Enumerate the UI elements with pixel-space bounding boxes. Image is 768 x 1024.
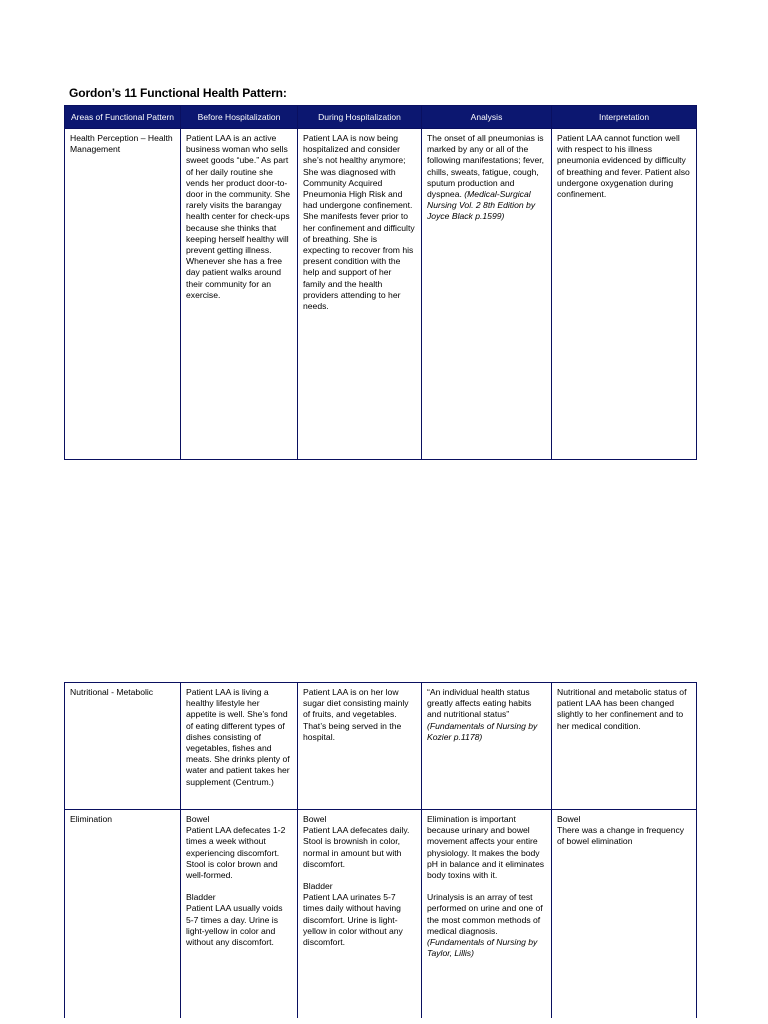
page-title: Gordon’s 11 Functional Health Pattern:: [69, 86, 287, 100]
cell-before: [181, 810, 298, 1019]
cell-analysis: [422, 129, 552, 460]
bladder-text: Patient LAA usually voids 5-7 times a day. Urine is light-yellow in color and without any discomfort.: [186, 903, 283, 948]
health-pattern-table-1: [64, 105, 697, 460]
analysis-text: The onset of all pneumonias is marked by any or all of the following manifestations; fever, chills, sweats, fatigue, cough, sputum production and dyspnea.: [427, 133, 545, 200]
bowel-text: Patient LAA defecates daily. Stool is brownish in color, normal in amount but with discomfort.: [303, 825, 410, 869]
interpretation-text: There was a change in frequency of bowel elimination: [557, 825, 685, 847]
analysis-text: Elimination is important because urinary and bowel movement affects your entire physiology. It makes the body pH in balance and it eliminates body toxins with it.: [427, 814, 545, 881]
cell-interpretation: [552, 810, 697, 1019]
cell-interpretation: Nutritional and metabolic status of patient LAA has been changed slightly to her confinement and to her medical condition.: [552, 683, 697, 810]
bowel-label: Bowel: [557, 814, 581, 824]
analysis-reference: (Medical-Surgical Nursing Vol. 2 8th Edition by Joyce Black p.1599): [427, 189, 536, 222]
header-before: Before Hospitalization: [181, 106, 298, 129]
analysis-text: Urinalysis is an array of test performed on urine and one of the most common methods of medical diagnosis.: [427, 892, 543, 936]
table-row-health-perception: [65, 129, 697, 460]
cell-area: Elimination: [65, 810, 181, 1019]
cell-during: [298, 810, 422, 1019]
cell-during: Patient LAA is on her low sugar diet consisting mainly of fruits, and vegetables. That’s being served in the hospital.: [298, 683, 422, 810]
health-pattern-table-2: [64, 682, 697, 1018]
header-analysis: Analysis: [422, 106, 552, 129]
table-row-nutritional: [65, 683, 697, 810]
bladder-label: Bladder: [303, 881, 333, 892]
bowel-text: Patient LAA defecates 1-2 times a week without experiencing discomfort. Stool is color brown and well-formed.: [186, 825, 286, 881]
bladder-text: Patient LAA urinates 5-7 times daily without having discomfort. Urine is light-yellow in color without any discomfort.: [303, 892, 403, 948]
cell-before: Patient LAA is living a healthy lifestyle her appetite is well. She’s fond of eating different types of dishes consisting of vegetables, fishes and meats. She drinks plenty of water and patient takes her supplement (Centrum.): [181, 683, 298, 810]
header-row: [65, 106, 697, 129]
cell-area: Health Perception – Health Management: [65, 129, 181, 460]
header-areas: Areas of Functional Pattern: [65, 106, 181, 129]
bowel-label: Bowel: [186, 814, 210, 824]
table-row-elimination: [65, 810, 697, 1019]
cell-interpretation: Patient LAA cannot function well with respect to his illness pneumonia evidenced by difficulty of breathing and fever. Patient also undergone oxygenation during confinement.: [552, 129, 697, 460]
cell-analysis: [422, 810, 552, 1019]
header-during: During Hospitalization: [298, 106, 422, 129]
analysis-reference: (Fundamentals of Nursing by Kozier p.1178): [427, 720, 538, 742]
cell-analysis: [422, 683, 552, 810]
cell-before: Patient LAA is an active business woman who sells sweet goods “ube.” As part of her daily routine she vends her product door-to-door in the community. She rarely visits the barangay health center for check-ups because she thinks that keeping herself healthy will prevent getting illness. Whenever she has a free day patient walks around their community for an exercise.: [181, 129, 298, 460]
cell-area: Nutritional - Metabolic: [65, 683, 181, 810]
cell-during: Patient LAA is now being hospitalized and consider she’s not healthy anymore; She was diagnosed with Community Acquired Pneumonia High Risk and had undergone confinement. She manifests fever prior to her confinement and difficulty of breathing. She is expecting to recover from his present condition with the help and support of her family and the health providers attending to her needs.: [298, 129, 422, 460]
analysis-text: “An individual health status greatly affects eating habits and nutritional status”: [427, 687, 532, 720]
bladder-label: Bladder: [186, 892, 216, 903]
bowel-label: Bowel: [303, 814, 327, 824]
analysis-reference: (Fundamentals of Nursing by Taylor, Lillis): [427, 937, 538, 959]
header-interpretation: Interpretation: [552, 106, 697, 129]
